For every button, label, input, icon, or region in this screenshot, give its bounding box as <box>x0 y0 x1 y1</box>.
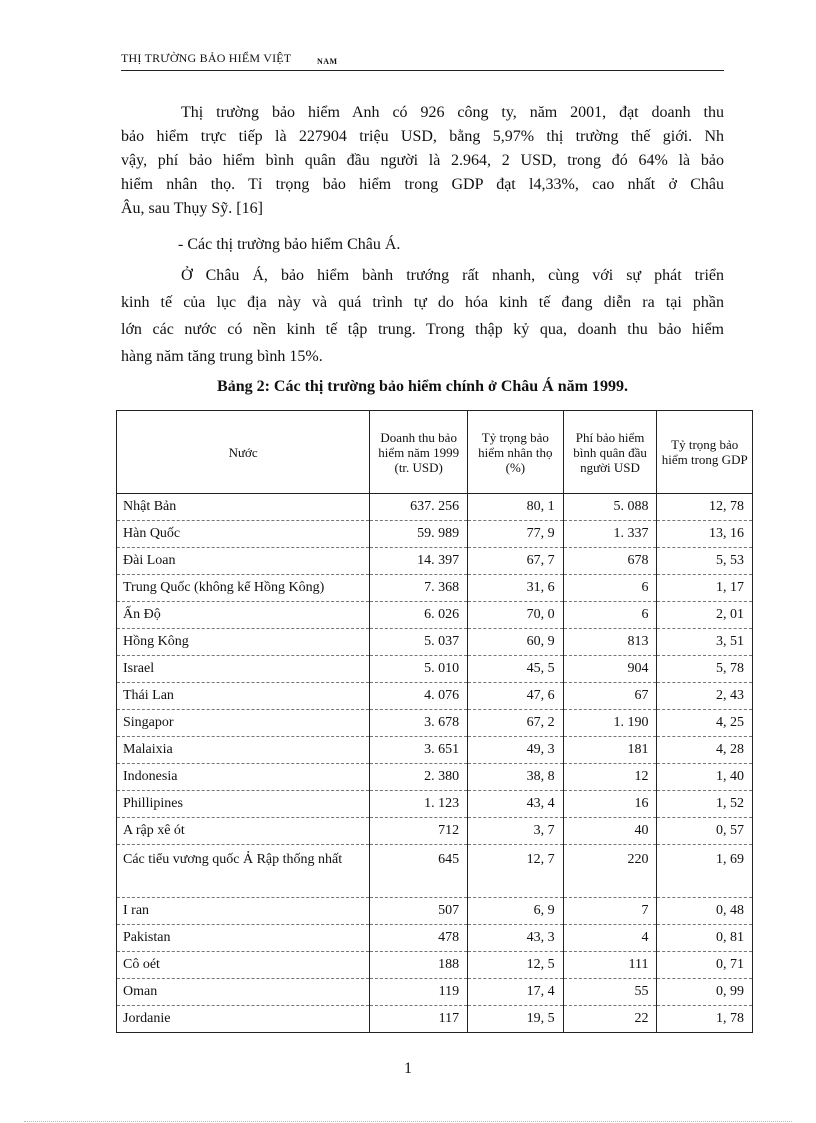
table-row <box>117 979 753 1006</box>
table-row <box>117 494 753 521</box>
header-title: THỊ TRƯỜNG BẢO HIỂM VIỆT <box>121 51 292 65</box>
cell-country: I ran <box>117 898 370 925</box>
cell-life-share: 43, 3 <box>468 925 564 952</box>
cell-premium-per-capita: 6 <box>563 575 657 602</box>
intro-line: Thị trường bảo hiểm Anh có 926 công ty, năm 2001, đạt doanh thu <box>181 104 724 121</box>
cell-premium-per-capita: 67 <box>563 683 657 710</box>
cell-premium-per-capita: 904 <box>563 656 657 683</box>
asia-paragraph <box>121 262 724 370</box>
cell-country: Cô oét <box>117 952 370 979</box>
cell-gdp-share: 13, 16 <box>657 521 753 548</box>
cell-country: Jordanie <box>117 1006 370 1033</box>
asia-line: Ở Châu Á, bảo hiểm bành trướng rất nhanh, cùng với sự phát triển <box>181 267 724 284</box>
cell-country: Oman <box>117 979 370 1006</box>
cell-country: Nhật Bản <box>117 494 370 521</box>
cell-revenue: 637. 256 <box>370 494 468 521</box>
insurance-markets-table <box>116 410 753 1033</box>
cell-revenue: 14. 397 <box>370 548 468 575</box>
asia-line: kinh tế của lục địa này và quá trình tự do hóa kinh tế đang diễn ra tại phần <box>121 294 724 311</box>
cell-gdp-share: 1, 78 <box>657 1006 753 1033</box>
table-row <box>117 548 753 575</box>
table-row <box>117 521 753 548</box>
table-row <box>117 710 753 737</box>
cell-revenue: 3. 651 <box>370 737 468 764</box>
cell-gdp-share: 0, 99 <box>657 979 753 1006</box>
intro-line: bảo hiểm trực tiếp là 227904 triệu USD, bằng 5,97% thị trường thế giới. Nh <box>121 128 724 145</box>
cell-revenue: 6. 026 <box>370 602 468 629</box>
table-caption: Bảng 2: Các thị trường bảo hiểm chính ở Châu Á năm 1999. <box>217 378 628 395</box>
cell-gdp-share: 5, 53 <box>657 548 753 575</box>
cell-country: Israel <box>117 656 370 683</box>
cell-revenue: 645 <box>370 845 468 898</box>
cell-country: Pakistan <box>117 925 370 952</box>
cell-country: Hồng Kông <box>117 629 370 656</box>
table-row <box>117 925 753 952</box>
asia-line: hàng năm tăng trung bình 15%. <box>121 348 323 365</box>
cell-life-share: 12, 7 <box>468 845 564 898</box>
table-row <box>117 818 753 845</box>
cell-revenue: 712 <box>370 818 468 845</box>
cell-revenue: 3. 678 <box>370 710 468 737</box>
cell-country: Indonesia <box>117 764 370 791</box>
intro-line: vậy, phí bảo hiểm bình quân đầu người là 2.964, 2 USD, trong đó 64% là bảo <box>121 152 724 169</box>
cell-gdp-share: 12, 78 <box>657 494 753 521</box>
cell-premium-per-capita: 1. 337 <box>563 521 657 548</box>
cell-life-share: 70, 0 <box>468 602 564 629</box>
cell-life-share: 67, 2 <box>468 710 564 737</box>
table-row <box>117 737 753 764</box>
cell-revenue: 117 <box>370 1006 468 1033</box>
cell-revenue: 59. 989 <box>370 521 468 548</box>
cell-life-share: 19, 5 <box>468 1006 564 1033</box>
cell-premium-per-capita: 7 <box>563 898 657 925</box>
cell-life-share: 49, 3 <box>468 737 564 764</box>
cell-life-share: 6, 9 <box>468 898 564 925</box>
table-header-row <box>117 411 753 494</box>
cell-gdp-share: 5, 78 <box>657 656 753 683</box>
cell-life-share: 31, 6 <box>468 575 564 602</box>
table-row <box>117 845 753 898</box>
cell-country: Malaixia <box>117 737 370 764</box>
cell-gdp-share: 2, 43 <box>657 683 753 710</box>
cell-revenue: 5. 010 <box>370 656 468 683</box>
cell-premium-per-capita: 181 <box>563 737 657 764</box>
cell-premium-per-capita: 40 <box>563 818 657 845</box>
cell-revenue: 1. 123 <box>370 791 468 818</box>
intro-line: Âu, sau Thụy Sỹ. [16] <box>121 200 263 217</box>
cell-revenue: 188 <box>370 952 468 979</box>
table-row <box>117 602 753 629</box>
table-row <box>117 1006 753 1033</box>
cell-gdp-share: 0, 57 <box>657 818 753 845</box>
cell-country: Các tiểu vương quốc Ả Rập thống nhất <box>117 845 370 898</box>
cell-premium-per-capita: 220 <box>563 845 657 898</box>
header-title-tail: NAM <box>317 57 338 66</box>
cell-life-share: 12, 5 <box>468 952 564 979</box>
asia-line: lớn các nước có nền kinh tế tập trung. Trong thập kỷ qua, doanh thu bảo hiểm <box>121 321 724 338</box>
header-gdp-share: Tỷ trọng bảo hiểm trong GDP <box>657 411 753 494</box>
cell-gdp-share: 0, 71 <box>657 952 753 979</box>
cell-premium-per-capita: 813 <box>563 629 657 656</box>
page-number: 1 <box>404 1060 412 1077</box>
cell-gdp-share: 3, 51 <box>657 629 753 656</box>
cell-revenue: 119 <box>370 979 468 1006</box>
cell-gdp-share: 2, 01 <box>657 602 753 629</box>
running-header <box>121 48 724 71</box>
cell-gdp-share: 1, 69 <box>657 845 753 898</box>
cell-revenue: 478 <box>370 925 468 952</box>
cell-gdp-share: 1, 40 <box>657 764 753 791</box>
cell-life-share: 47, 6 <box>468 683 564 710</box>
cell-gdp-share: 4, 25 <box>657 710 753 737</box>
cell-country: Hàn Quốc <box>117 521 370 548</box>
table-row <box>117 952 753 979</box>
cell-country: Singapor <box>117 710 370 737</box>
cell-country: A rập xê ót <box>117 818 370 845</box>
table-row <box>117 575 753 602</box>
header-life-share: Tỷ trọng bảo hiểm nhân thọ (%) <box>468 411 564 494</box>
cell-life-share: 17, 4 <box>468 979 564 1006</box>
section-subheading: - Các thị trường bảo hiểm Châu Á. <box>178 236 401 253</box>
cell-revenue: 4. 076 <box>370 683 468 710</box>
cell-premium-per-capita: 5. 088 <box>563 494 657 521</box>
cell-country: Đài Loan <box>117 548 370 575</box>
table-row <box>117 683 753 710</box>
cell-premium-per-capita: 4 <box>563 925 657 952</box>
cell-country: Trung Quốc (không kể Hồng Kông) <box>117 575 370 602</box>
cell-premium-per-capita: 16 <box>563 791 657 818</box>
cell-life-share: 60, 9 <box>468 629 564 656</box>
table-row <box>117 656 753 683</box>
page-bottom-rule <box>24 1121 792 1122</box>
cell-life-share: 67, 7 <box>468 548 564 575</box>
cell-revenue: 2. 380 <box>370 764 468 791</box>
intro-paragraph <box>121 101 724 221</box>
cell-gdp-share: 4, 28 <box>657 737 753 764</box>
table-row <box>117 791 753 818</box>
cell-premium-per-capita: 12 <box>563 764 657 791</box>
cell-country: Thái Lan <box>117 683 370 710</box>
cell-premium-per-capita: 22 <box>563 1006 657 1033</box>
cell-life-share: 77, 9 <box>468 521 564 548</box>
cell-premium-per-capita: 1. 190 <box>563 710 657 737</box>
cell-life-share: 38, 8 <box>468 764 564 791</box>
cell-revenue: 5. 037 <box>370 629 468 656</box>
header-revenue: Doanh thu bảo hiểm năm 1999 (tr. USD) <box>370 411 468 494</box>
table-body <box>117 494 753 1033</box>
cell-revenue: 507 <box>370 898 468 925</box>
cell-country: Ấn Độ <box>117 602 370 629</box>
intro-line: hiểm nhân thọ. Tỉ trọng bảo hiểm trong GDP đạt l4,33%, cao nhất ở Châu <box>121 176 724 193</box>
cell-gdp-share: 0, 81 <box>657 925 753 952</box>
header-country: Nước <box>117 411 370 494</box>
cell-premium-per-capita: 678 <box>563 548 657 575</box>
cell-gdp-share: 1, 52 <box>657 791 753 818</box>
cell-country: Phillipines <box>117 791 370 818</box>
cell-revenue: 7. 368 <box>370 575 468 602</box>
cell-life-share: 3, 7 <box>468 818 564 845</box>
header-premium-per-capita: Phí bảo hiểm bình quân đầu người USD <box>563 411 657 494</box>
cell-gdp-share: 1, 17 <box>657 575 753 602</box>
cell-premium-per-capita: 111 <box>563 952 657 979</box>
cell-life-share: 43, 4 <box>468 791 564 818</box>
cell-life-share: 80, 1 <box>468 494 564 521</box>
cell-premium-per-capita: 6 <box>563 602 657 629</box>
table-row <box>117 764 753 791</box>
cell-life-share: 45, 5 <box>468 656 564 683</box>
table-row <box>117 898 753 925</box>
table-row <box>117 629 753 656</box>
cell-premium-per-capita: 55 <box>563 979 657 1006</box>
cell-gdp-share: 0, 48 <box>657 898 753 925</box>
